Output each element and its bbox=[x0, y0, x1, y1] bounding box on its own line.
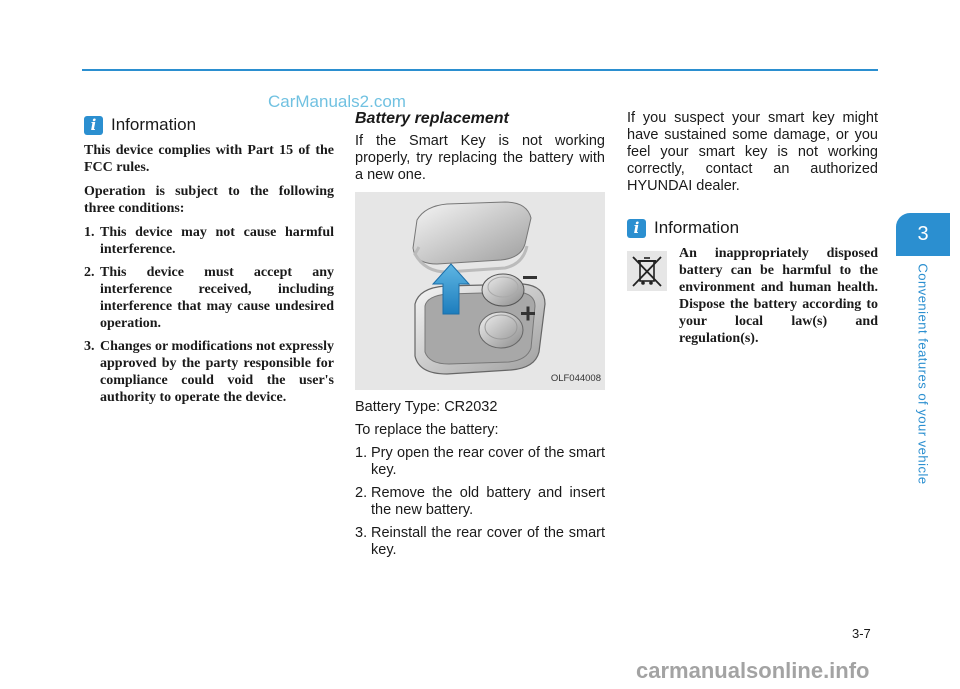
smart-key-battery-figure bbox=[355, 192, 605, 390]
smart-key-illustration bbox=[355, 192, 605, 390]
info-title: Information bbox=[654, 218, 740, 237]
list-item: 2. Remove the old battery and insert the new battery. bbox=[355, 485, 605, 518]
watermark-top: CarManuals2.com bbox=[268, 92, 406, 111]
damage-para: If you suspect your smart key might have sustained some damage, or you feel your smart key is not working correctly, contact an authorized HYUNDAI dealer. bbox=[627, 110, 878, 194]
fcc-para2: Operation is subject to the following three conditions: bbox=[84, 184, 334, 216]
info-header bbox=[627, 215, 878, 241]
middle-column bbox=[355, 110, 605, 565]
fcc-conditions bbox=[84, 224, 334, 406]
to-replace-label: To replace the battery: bbox=[355, 422, 499, 438]
list-item: 1. This device may not cause harmful interference. bbox=[84, 225, 334, 257]
fcc-para1: This device complies with Part 15 of the FCC rules. bbox=[84, 143, 334, 175]
battery-replacement-title: Battery replacement bbox=[355, 110, 509, 127]
right-column bbox=[627, 110, 878, 347]
left-column bbox=[84, 112, 334, 412]
list-item: 3. Changes or modifications not expressly approved by the party responsible for compliance could void the user's authority to operate the device. bbox=[84, 339, 334, 405]
fcc-text bbox=[84, 142, 334, 406]
info-header bbox=[84, 112, 334, 138]
top-rule bbox=[82, 69, 878, 71]
disposal-row bbox=[627, 245, 878, 347]
disposal-text: An inappropriately disposed battery can be harmful to the environment and human health. Dispose the battery according to your local law(s) and regulation(s). bbox=[679, 246, 878, 346]
battery-type: Battery Type: CR2032 bbox=[355, 399, 498, 415]
battery-intro: If the Smart Key is not working properly, try replacing the battery with a new one. bbox=[355, 133, 605, 183]
info-icon: i bbox=[84, 116, 103, 135]
list-item: 1. Pry open the rear cover of the smart key. bbox=[355, 445, 605, 478]
list-item: 2. This device must accept any interference received, including interference that may cause undesired operation. bbox=[84, 265, 334, 331]
replacement-steps bbox=[355, 445, 605, 559]
chapter-title: Convenient features of your vehicle bbox=[915, 263, 931, 485]
disposal-info bbox=[627, 215, 878, 347]
list-item: 3. Reinstall the rear cover of the smart key. bbox=[355, 525, 605, 558]
info-icon: i bbox=[627, 219, 646, 238]
watermark-bottom: carmanualsonline.info bbox=[636, 658, 870, 683]
crossed-out-bin-icon bbox=[627, 251, 667, 291]
info-title: Information bbox=[111, 115, 197, 134]
figure-code: OLF044008 bbox=[550, 373, 601, 384]
page-number: 3-7 bbox=[852, 626, 871, 641]
chapter-tab: 3 bbox=[896, 213, 950, 256]
